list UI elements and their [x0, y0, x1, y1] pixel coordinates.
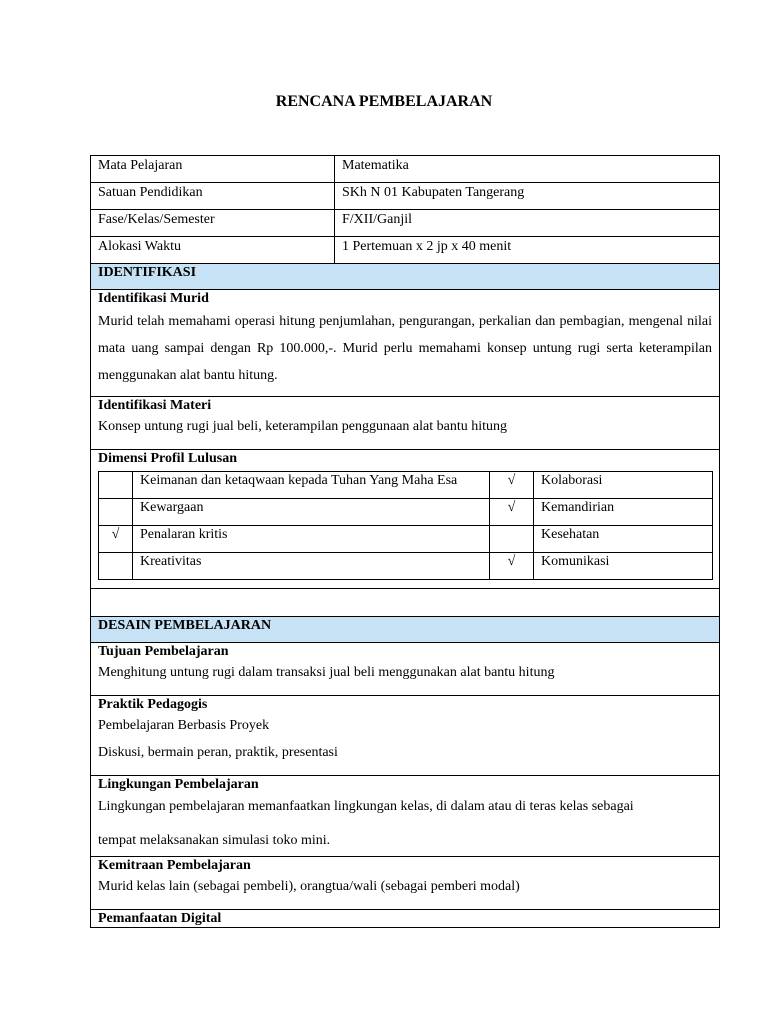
- profil-item: Kreativitas: [133, 553, 490, 580]
- block-title: Identifikasi Materi: [98, 398, 212, 413]
- block-cell: [91, 910, 720, 928]
- check-mark: √: [490, 472, 534, 499]
- block-title: Pemanfaatan Digital: [98, 911, 222, 926]
- block-cell: [91, 857, 720, 910]
- profil-item: Kewargaan: [133, 499, 490, 526]
- check-mark: [99, 472, 133, 499]
- block-praktik-pedagogis: [91, 696, 720, 776]
- profil-lulusan-table: [98, 471, 713, 580]
- profil-item: Penalaran kritis: [133, 526, 490, 553]
- profil-row: [99, 553, 713, 580]
- empty-cell: [91, 589, 720, 617]
- block-cell: [91, 643, 720, 696]
- profil-item: Kemandirian: [534, 499, 713, 526]
- block-title: Tujuan Pembelajaran: [98, 644, 229, 659]
- block-cell: [91, 290, 720, 397]
- check-mark: [99, 499, 133, 526]
- check-mark: [490, 526, 534, 553]
- block-text: Konsep untung rugi jual beli, keterampilan penggunaan alat bantu hitung: [98, 419, 508, 434]
- block-text: tempat melaksanakan simulasi toko mini.: [98, 833, 331, 848]
- block-text: Murid telah memahami operasi hitung penjumlahan, pengurangan, perkalian dan pembagian, mengenal nilai mata uang sampai dengan Rp 100.000,-. Murid perlu memahami konsep untung rugi serta keterampilan menggunakan alat bantu hitung.: [98, 314, 712, 383]
- section-title: DESAIN PEMBELAJARAN: [91, 617, 720, 643]
- block-text: Lingkungan pembelajaran memanfaatkan lingkungan kelas, di dalam atau di teras kelas sebagai: [98, 799, 634, 814]
- spacer-row: [91, 589, 720, 617]
- block-text: Diskusi, bermain peran, praktik, presentasi: [98, 745, 338, 760]
- block-cell: [91, 450, 720, 589]
- block-title: Dimensi Profil Lulusan: [98, 451, 237, 466]
- block-text: Pembelajaran Berbasis Proyek: [98, 718, 270, 733]
- info-label: Fase/Kelas/Semester: [91, 210, 335, 237]
- profil-item: Keimanan dan ketaqwaan kepada Tuhan Yang Maha Esa: [133, 472, 490, 499]
- document-title: RENCANA PEMBELAJARAN: [275, 93, 493, 110]
- block-kemitraan-pembelajaran: [91, 857, 720, 910]
- section-header-desain: [91, 617, 720, 643]
- check-mark: [99, 553, 133, 580]
- section-header-identifikasi: [91, 264, 720, 290]
- check-mark: √: [490, 499, 534, 526]
- info-row-mata-pelajaran: [91, 156, 720, 183]
- block-title: Praktik Pedagogis: [98, 697, 208, 712]
- block-tujuan-pembelajaran: [91, 643, 720, 696]
- info-label: Mata Pelajaran: [91, 156, 335, 183]
- block-lingkungan-pembelajaran: [91, 776, 720, 857]
- info-value: Matematika: [335, 156, 720, 183]
- section-title: IDENTIFIKASI: [91, 264, 720, 290]
- block-title: Identifikasi Murid: [98, 291, 209, 306]
- info-value: F/XII/Ganjil: [335, 210, 720, 237]
- profil-item: Kolaborasi: [534, 472, 713, 499]
- profil-item: Komunikasi: [534, 553, 713, 580]
- lesson-plan-table: [90, 155, 720, 928]
- info-value: SKh N 01 Kabupaten Tangerang: [335, 183, 720, 210]
- info-label: Alokasi Waktu: [91, 237, 335, 264]
- block-title: Kemitraan Pembelajaran: [98, 858, 251, 873]
- block-identifikasi-murid: [91, 290, 720, 397]
- block-identifikasi-materi: [91, 397, 720, 450]
- profil-item: Kesehatan: [534, 526, 713, 553]
- profil-row: [99, 526, 713, 553]
- check-mark: √: [490, 553, 534, 580]
- profil-row: [99, 472, 713, 499]
- info-label: Satuan Pendidikan: [91, 183, 335, 210]
- block-cell: [91, 776, 720, 857]
- info-row-satuan-pendidikan: [91, 183, 720, 210]
- block-title: Lingkungan Pembelajaran: [98, 777, 259, 792]
- info-value: 1 Pertemuan x 2 jp x 40 menit: [335, 237, 720, 264]
- block-cell: [91, 696, 720, 776]
- check-mark: √: [99, 526, 133, 553]
- block-pemanfaatan-digital: [91, 910, 720, 928]
- block-dimensi-profil-lulusan: [91, 450, 720, 589]
- block-cell: [91, 397, 720, 450]
- block-text: Menghitung untung rugi dalam transaksi jual beli menggunakan alat bantu hitung: [98, 665, 555, 680]
- info-row-alokasi-waktu: [91, 237, 720, 264]
- block-text: Murid kelas lain (sebagai pembeli), orangtua/wali (sebagai pemberi modal): [98, 879, 520, 894]
- profil-row: [99, 499, 713, 526]
- info-row-fase-kelas-semester: [91, 210, 720, 237]
